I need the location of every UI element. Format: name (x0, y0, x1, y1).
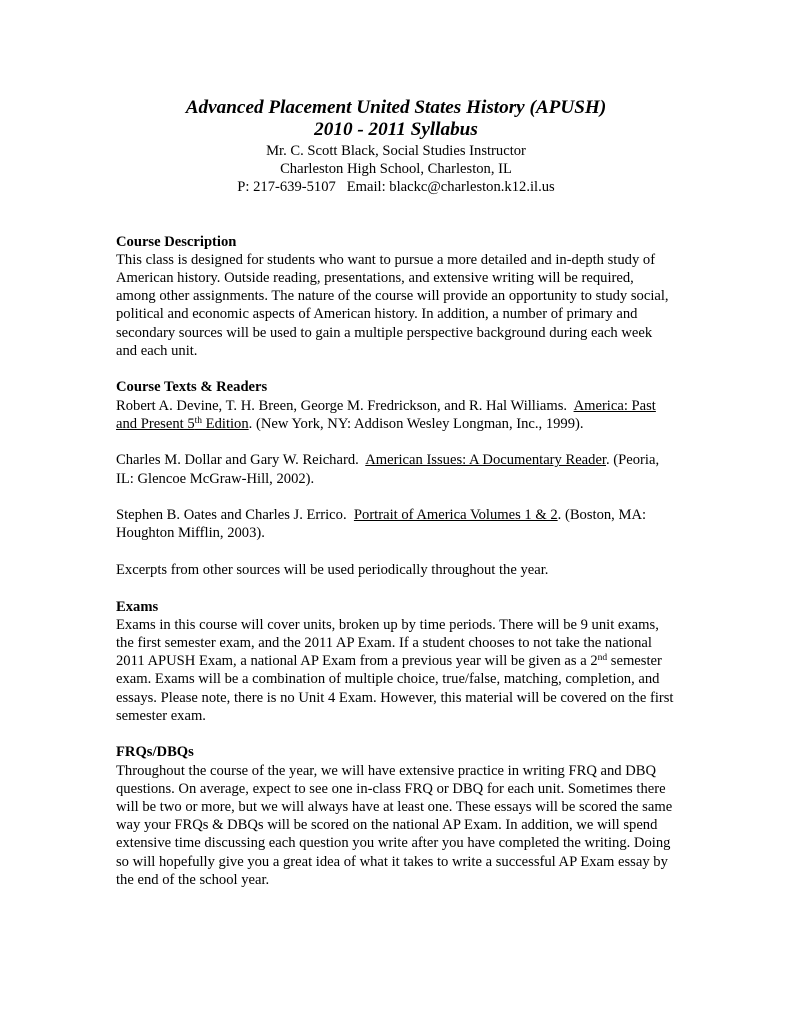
spacer (116, 488, 676, 506)
book-authors: Charles M. Dollar and Gary W. Reichard. (116, 452, 359, 469)
document-subtitle: 2010 - 2011 Syllabus (314, 119, 478, 140)
spacer (116, 360, 676, 378)
exams-section (116, 598, 676, 725)
book-authors: Stephen B. Oates and Charles J. Errico. (116, 507, 347, 524)
spacer (116, 725, 676, 743)
spacer (116, 543, 676, 561)
book-authors: Robert A. Devine, T. H. Breen, George M. Fredrickson, and R. Hal Williams. (116, 397, 568, 414)
book-entry-3 (116, 506, 676, 542)
instructor-line: Mr. C. Scott Black, Social Studies Instructor (266, 143, 526, 159)
school-line: Charleston High School, Charleston, IL (280, 161, 512, 178)
spacer (116, 197, 676, 233)
book-title: American Issues: A Documentary Reader (365, 452, 606, 469)
book-publisher: . (Boston, MA: Houghton Mifflin, 2003). (116, 507, 647, 542)
excerpts-note: Excerpts from other sources will be used periodically throughout the year. (116, 562, 549, 579)
course-description-section (116, 233, 676, 360)
book-entry-2 (116, 451, 676, 487)
spacer (116, 579, 676, 597)
section-heading: Course Description (116, 233, 237, 250)
book-title: Portrait of America Volumes 1 & 2 (353, 507, 558, 524)
contact-line: P: 217-639-5107 Email: blackc@charleston.k12.il.us (237, 179, 555, 196)
section-heading: Course Texts & Readers (116, 379, 268, 396)
section-heading: FRQs/DBQs (116, 744, 194, 761)
spacer (116, 433, 676, 451)
frqs-dbqs-text: Throughout the course of the year, we will have extensive practice in writing FRQ and DBQ questions. On average, expect to see one in-class FRQ or DBQ for each unit. Sometimes there will be two or more, but we will always have at least one. These essays will be scored the same way your FRQs & DBQs will be scored on the national AP Exam. In addition, we will spend extensive time discussing each question you write after you have completed the writing. Doing so will hopefully give you a great idea of what it takes to write a successful AP Exam essay by the end of the school year. (116, 762, 673, 888)
exams-text-part: Exams in this course will cover units, broken up by time periods. There will be 9 unit exams, the first semester exam, and the 2011 AP Exam. If a student chooses to not take the national 2011 APUSH Exam, a national AP Exam from a previous year will be given as a 2 (116, 616, 659, 670)
course-description-text: This class is designed for students who want to pursue a more detailed and in-depth study of American history. Outside reading, presentations, and extensive writing will be required, among other assignments. The nature of the course will provide an opportunity to study social, political and economic aspects of American history. In addition, a number of primary and secondary sources will be used to gain a multiple perspective background during each week and each unit. (116, 251, 669, 359)
book-title-text: America: Past and Present 5 (116, 397, 656, 432)
document-page (116, 96, 676, 889)
course-texts-section (116, 378, 676, 579)
exams-superscript: nd (597, 653, 608, 664)
exams-text (116, 616, 676, 725)
book-entry-1 (116, 397, 676, 433)
section-heading: Exams (116, 598, 159, 615)
document-title: Advanced Placement United States History (APUSH) (185, 97, 607, 118)
book-title-edition: Edition (202, 415, 249, 432)
document-header (116, 96, 676, 197)
book-publisher: . (New York, NY: Addison Wesley Longman, Inc., 1999). (248, 415, 584, 432)
frqs-dbqs-section (116, 743, 676, 889)
book-title-superscript: th (194, 415, 203, 426)
exams-text-part: semester exam. Exams will be a combination of multiple choice, true/false, matching, completion, and essays. Please note, there is no Unit 4 Exam. However, this material will be covered on the first semester exam. (116, 653, 674, 724)
book-publisher: . (Peoria, IL: Glencoe McGraw-Hill, 2002). (116, 452, 660, 487)
